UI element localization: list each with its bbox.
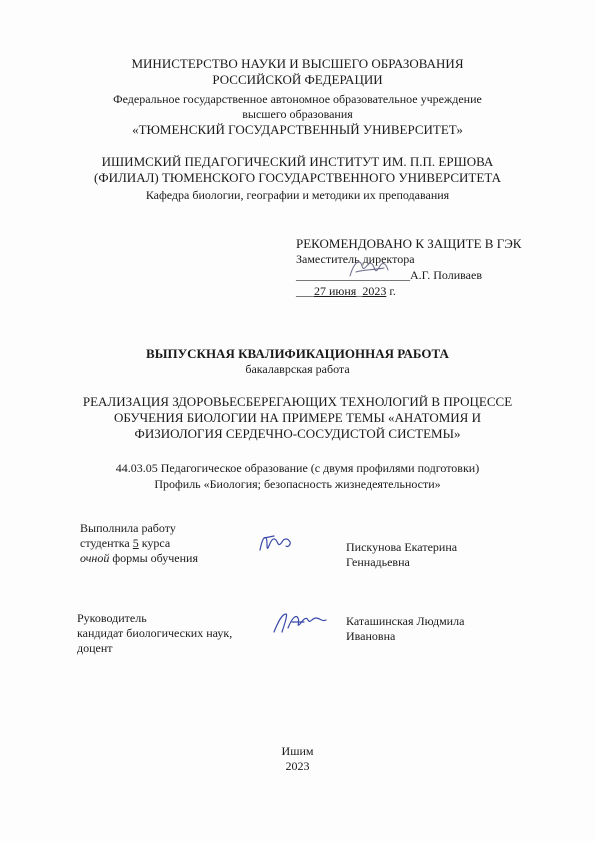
ministry-line-2: РОССИЙСКОЙ ФЕДЕРАЦИИ <box>212 72 383 87</box>
department-name: Кафедра биологии, географии и методики их преподавания <box>145 188 450 202</box>
approval-date-mid: _ <box>356 284 363 298</box>
student-name-line-2: Геннадьевна <box>346 555 410 569</box>
approval-date-prefix: ___ <box>296 284 314 298</box>
study-program: 44.03.05 Педагогическое образование (с двумя профилями подготовки) <box>115 461 480 475</box>
study-profile: Профиль «Биология; безопасность жизнедеятельности» <box>154 477 441 491</box>
work-title-line-1: РЕАЛИЗАЦИЯ ЗДОРОВЬЕСБЕРЕГАЮЩИХ ТЕХНОЛОГИЙ В ПРОЦЕССЕ <box>82 394 513 409</box>
student-course-suffix: курса <box>138 536 171 550</box>
approval-date <box>296 284 396 298</box>
approval-role: Заместитель директора <box>296 252 415 266</box>
approval-signature-icon <box>346 254 392 284</box>
supervisor-label: Руководитель <box>77 611 147 625</box>
footer-year: 2023 <box>285 759 310 773</box>
approval-date-day: 27 июня <box>314 284 357 298</box>
approval-date-year: 2023 <box>362 284 387 298</box>
student-study-form <box>80 551 198 565</box>
approval-date-suffix: г. <box>386 284 396 298</box>
institute-line-2: (ФИЛИАЛ) ТЮМЕНСКОГО ГОСУДАРСТВЕННОГО УНИВЕРСИТЕТА <box>94 170 501 185</box>
student-study-form-rest: формы обучения <box>109 551 198 565</box>
supervisor-signature-icon <box>270 608 332 638</box>
supervisor-name-line-2: Ивановна <box>346 629 396 643</box>
approval-sign-blank: ___________________ <box>296 268 410 282</box>
university-name: «ТЮМЕНСКИЙ ГОСУДАРСТВЕННЫЙ УНИВЕРСИТЕТ» <box>132 122 463 137</box>
student-course-prefix: студентка <box>80 536 133 550</box>
education-level-line: высшего образования <box>242 107 353 121</box>
ministry-line-1: МИНИСТЕРСТВО НАУКИ И ВЫСШЕГО ОБРАЗОВАНИЯ <box>131 56 464 71</box>
student-name-line-1: Пискунова Екатерина <box>346 540 458 554</box>
work-title-line-2: ОБУЧЕНИЯ БИОЛОГИИ НА ПРИМЕРЕ ТЕМЫ «АНАТОМИЯ И <box>114 410 481 425</box>
footer-city: Ишим <box>281 744 314 758</box>
approval-title: РЕКОМЕНДОВАНО К ЗАЩИТЕ В ГЭК <box>296 236 522 251</box>
supervisor-name-line-1: Каташинская Людмила <box>346 614 465 628</box>
student-course-line <box>80 536 170 550</box>
student-study-form-italic: очной <box>80 551 110 565</box>
institute-line-1: ИШИМСКИЙ ПЕДАГОГИЧЕСКИЙ ИНСТИТУТ ИМ. П.П. ЕРШОВА <box>101 154 494 169</box>
student-label: Выполнила работу <box>80 521 176 535</box>
work-title-line-3: ФИЗИОЛОГИЯ СЕРДЕЧНО-СОСУДИСТОЙ СИСТЕМЫ» <box>134 426 461 441</box>
student-course-number: 5 <box>132 536 139 550</box>
student-signature-icon <box>256 530 298 558</box>
work-type: ВЫПУСКНАЯ КВАЛИФИКАЦИОННАЯ РАБОТА <box>146 346 449 361</box>
work-subtype: бакалаврская работа <box>245 362 350 376</box>
institution-type-line: Федеральное государственное автономное образовательное учреждение <box>113 92 482 106</box>
supervisor-title: доцент <box>77 641 113 655</box>
supervisor-degree: кандидат биологических наук, <box>77 626 233 640</box>
approval-name: А.Г. Поливаев <box>410 268 482 282</box>
